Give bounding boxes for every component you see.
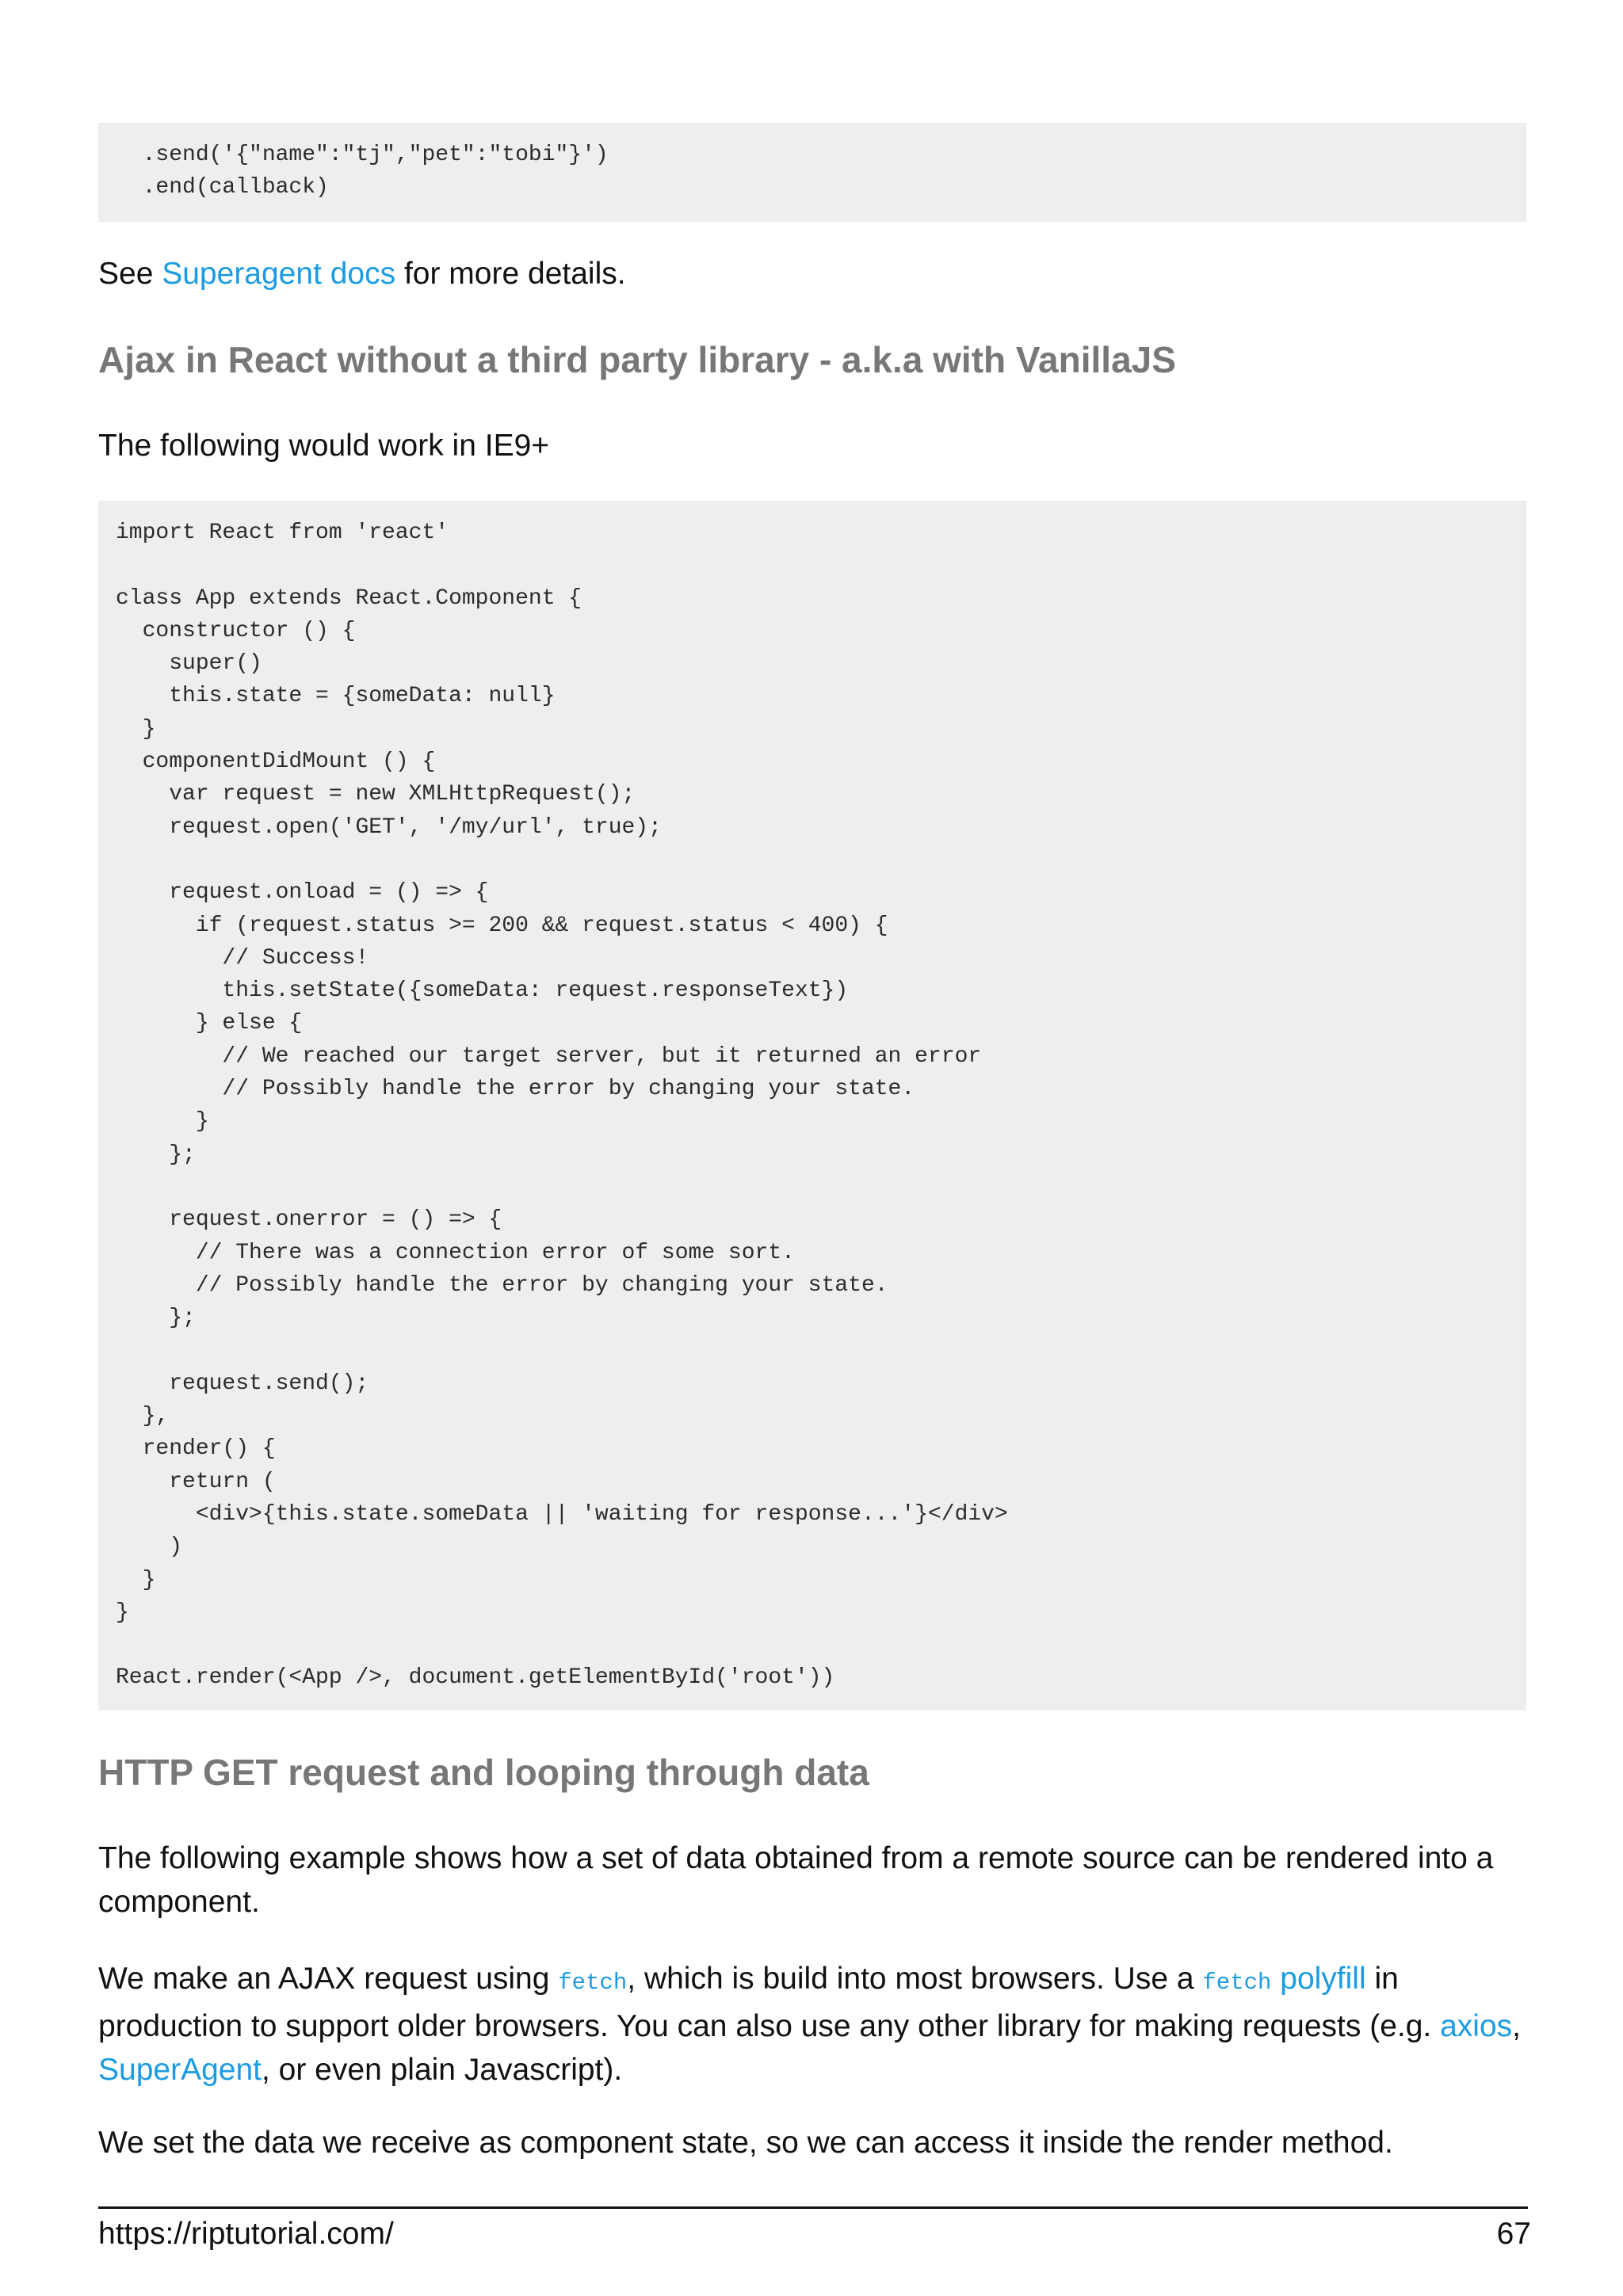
code-line: } <box>116 716 156 742</box>
code-line: } else { <box>116 1011 303 1036</box>
code-line <box>116 1334 1509 1367</box>
code-line: // Success! <box>116 945 369 971</box>
para2-text4: in production to support older browsers. You can also use any other library for making requests (e.g. <box>98 1962 1441 2043</box>
http-get-para2 <box>98 1957 1526 2092</box>
axios-link[interactable]: axios <box>1440 2009 1513 2043</box>
polyfill-link[interactable]: polyfill <box>1280 1962 1366 1996</box>
para2-text3 <box>1271 1962 1280 1996</box>
code-line: }; <box>116 1306 196 1331</box>
code-line: componentDidMount () { <box>116 749 436 775</box>
code-line: <div>{this.state.someData || 'waiting for response...'}</div> <box>116 1501 1008 1527</box>
section-heading-http-get: HTTP GET request and looping through data <box>98 1752 869 1793</box>
code-line <box>116 1171 1509 1203</box>
code-line: constructor () { <box>116 618 356 643</box>
section-heading-vanilla: Ajax in React without a third party library - a.k.a with VanillaJS <box>98 339 1176 380</box>
footer-url[interactable]: https://riptutorial.com/ <box>98 2217 394 2251</box>
code-line: request.open('GET', '/my/url', true); <box>116 814 662 840</box>
code-line: var request = new XMLHttpRequest(); <box>116 782 636 807</box>
code-line: if (request.status >= 200 && request.status < 400) { <box>116 913 888 938</box>
code-block-top <box>98 123 1526 222</box>
fetch-code: fetch <box>558 1970 628 1996</box>
fetch-code-2: fetch <box>1202 1970 1272 1996</box>
see-docs-paragraph <box>98 252 1526 296</box>
code-line: request.send(); <box>116 1371 369 1396</box>
code-line: } <box>116 1600 129 1625</box>
superagent-link[interactable]: SuperAgent <box>98 2053 262 2087</box>
code-line: this.setState({someData: request.responseText}) <box>116 978 849 1004</box>
para2-text6: , or even plain Javascript). <box>262 2053 623 2087</box>
code-line: // Possibly handle the error by changing your state. <box>116 1272 888 1298</box>
http-get-para3: We set the data we receive as component state, so we can access it inside the render method. <box>98 2126 1393 2160</box>
code-line: class App extends React.Component { <box>116 585 582 611</box>
superagent-docs-link[interactable]: Superagent docs <box>162 257 396 291</box>
code-line: import React from 'react' <box>116 521 449 545</box>
vanilla-intro: The following would work in IE9+ <box>98 429 550 463</box>
code-line: .end(callback) <box>116 175 329 200</box>
code-line: super() <box>116 651 262 677</box>
code-line: React.render(<App />, document.getElementById('root')) <box>116 1665 835 1691</box>
code-line: render() { <box>116 1436 276 1462</box>
code-line: }, <box>116 1404 170 1429</box>
code-line <box>116 1629 1509 1661</box>
code-line: // There was a connection error of some sort. <box>116 1240 795 1265</box>
code-line: // We reached our target server, but it returned an error <box>116 1043 982 1069</box>
code-line: ) <box>116 1535 183 1560</box>
code-line: return ( <box>116 1469 276 1494</box>
code-line: request.onerror = () => { <box>116 1207 502 1233</box>
see-docs-suffix: for more details. <box>395 257 626 291</box>
code-line: this.state = {someData: null} <box>116 684 556 709</box>
para2-text2: , which is build into most browsers. Use a <box>627 1962 1203 1996</box>
code-line <box>116 549 1509 582</box>
code-line: } <box>116 1109 209 1135</box>
code-line: .send('{"name":"tj","pet":"tobi"}') <box>116 143 609 167</box>
http-get-para1: The following example shows how a set of data obtained from a remote source can be rendered into a component. <box>98 1841 1494 1919</box>
code-line: }; <box>116 1142 196 1167</box>
code-block-main <box>98 501 1526 1711</box>
see-docs-prefix: See <box>98 257 162 291</box>
code-line: } <box>116 1567 156 1592</box>
page-number: 67 <box>1496 2217 1531 2251</box>
para2-text5: , <box>1512 2009 1521 2043</box>
footer-divider <box>98 2206 1528 2209</box>
code-line: // Possibly handle the error by changing your state. <box>116 1077 915 1102</box>
para2-text1: We make an AJAX request using <box>98 1962 559 1996</box>
code-line <box>116 844 1509 876</box>
code-line: request.onload = () => { <box>116 880 489 906</box>
